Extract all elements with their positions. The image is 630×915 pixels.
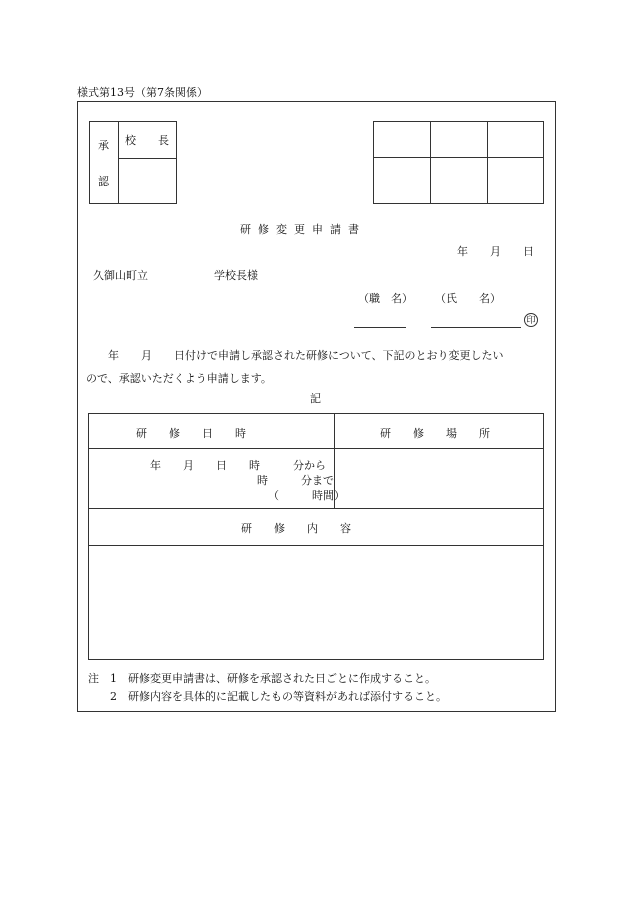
approval-label-top: 承 — [98, 139, 109, 152]
principal-label: 校 長 — [125, 134, 169, 147]
date-value-line-1: 年 月 日 時 分から — [150, 459, 326, 472]
stamp-grid-col-2 — [487, 121, 488, 204]
stamp-grid-col-1 — [430, 121, 431, 204]
approval-label-bottom: 認 — [98, 175, 109, 188]
approval-divider — [118, 121, 119, 204]
note-1: 注 1 研修変更申請書は、研修を承認された日ごとに作成すること。 — [88, 672, 436, 685]
body-text-line-2: ので、承認いただくよう申請します。 — [86, 372, 272, 385]
date-header: 研 修 日 時 — [136, 427, 246, 440]
position-underline — [354, 327, 406, 328]
stamp-grid — [373, 121, 544, 204]
content-header: 研 修 内 容 — [241, 522, 351, 535]
form-id: 様式第13号（第7条関係） — [77, 86, 208, 99]
date-value-line-3: （ 時間） — [268, 489, 345, 502]
table-row-divider — [88, 508, 544, 509]
position-label: （職 名） — [358, 292, 413, 305]
form-title: 研修変更申請書 — [240, 223, 366, 236]
date-value-line-2: 時 分まで — [257, 474, 334, 487]
date-line: 年 月 日 — [457, 245, 534, 258]
addressee: 久御山町立 学校長様 — [93, 269, 258, 282]
stamp-grid-row — [373, 157, 544, 158]
body-text-line-1: 年 月 日付けで申請し承認された研修について、下記のとおり変更したい — [86, 349, 504, 362]
content-header-divider — [88, 545, 544, 546]
name-label: （氏 名） — [435, 292, 501, 305]
approval-row-divider — [118, 158, 177, 159]
seal-mark: 印 — [524, 313, 538, 327]
ki-label: 記 — [310, 392, 321, 405]
name-underline — [431, 327, 521, 328]
note-2: 2 研修内容を具体的に記載したもの等資料があれば添付すること。 — [88, 690, 447, 703]
table-header-divider — [88, 448, 544, 449]
detail-table — [88, 413, 544, 660]
place-header: 研 修 場 所 — [380, 427, 490, 440]
